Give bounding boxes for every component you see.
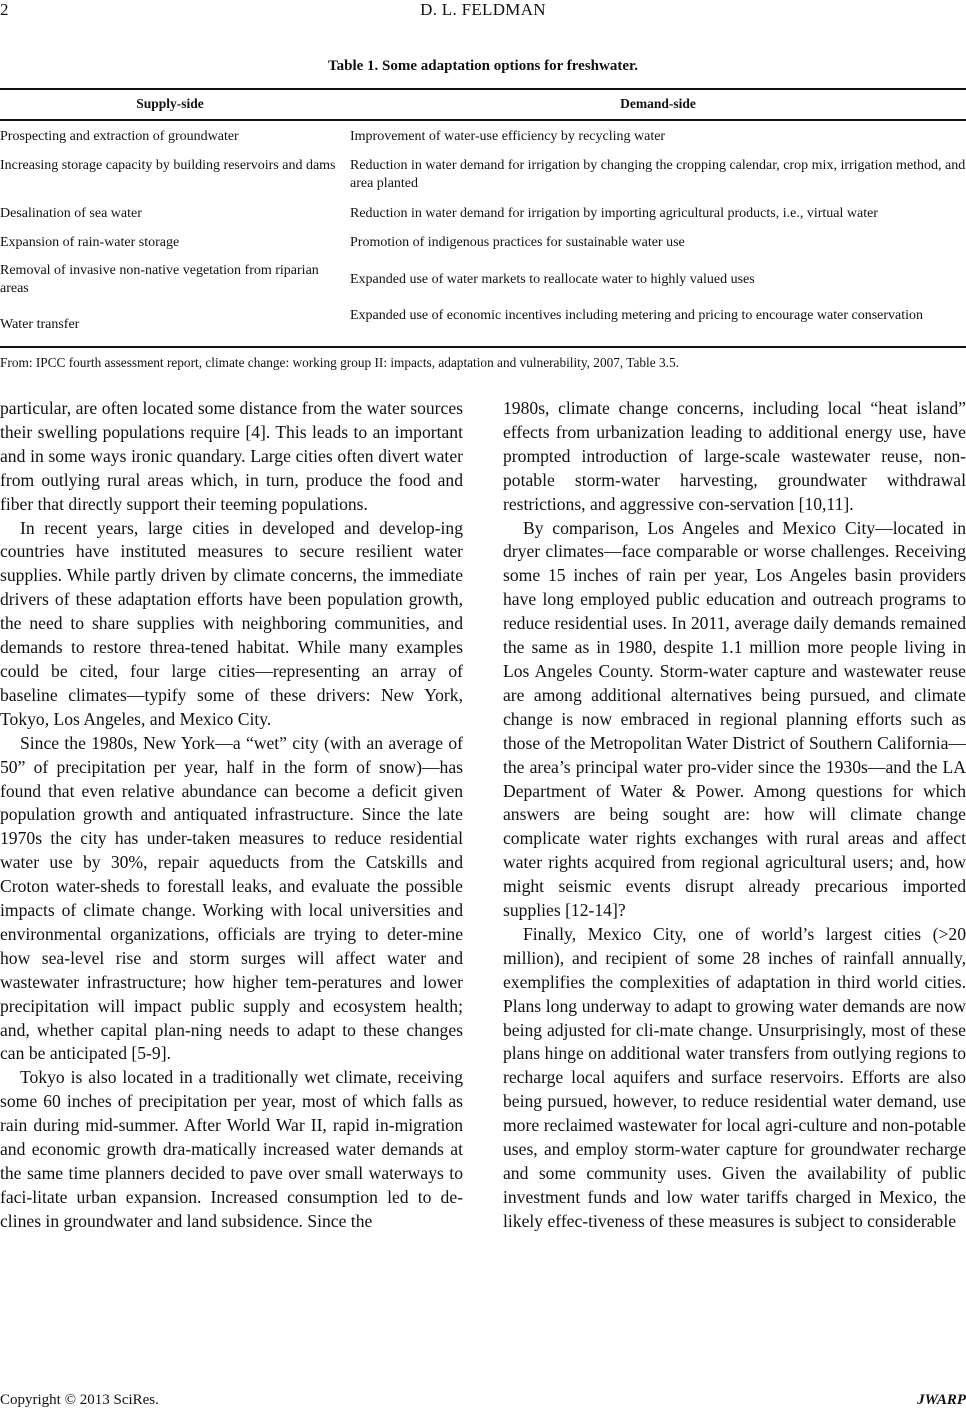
- table-caption: Table 1. Some adaptation options for freshwater.: [327, 58, 639, 74]
- table-header-rule: [0, 119, 966, 121]
- column-header-supply: Supply-side: [136, 96, 204, 111]
- demand-cell: Expanded use of economic incentives including metering and pricing to encourage water conservation: [350, 308, 924, 323]
- table-footnote: From: IPCC fourth assessment report, climate change: working group II: impacts, adaptation and vulnerability, 2007, Table 3.5.: [0, 355, 679, 370]
- running-head: [0, 0, 966, 24]
- supply-cell: Prospecting and extraction of groundwater: [0, 129, 239, 144]
- table-bottom-rule: [0, 346, 966, 348]
- paragraph: By comparison, Los Angeles and Mexico City—located in dryer climates—face comparable or worse challenges. Receiving some 15 inches of rain per year, Los Angeles basin providers have long employed public education and outreach programs to reduce residential uses. In 2011, average daily demands remained the same as in 1980, despite 1.1 million more people living in Los Angeles County. Storm-water capture and wastewater reuse are among additional alternatives being pursued, and climate change is now embraced in regional planning efforts such as those of the Metropolitan Water District of Southern California—the area’s principal water pro-vider since the 1930s—and the LA Department of Water & Power. Among questions for which answers are being sought are: how will climate change complicate water rights exchanges with rural areas and affect water rights acquired from regional agricultural users; and, how might seismic events disrupt already precarious imported supplies [12-14]?: [503, 517, 966, 921]
- paragraph: Tokyo is also located in a traditionally wet climate, receiving some 60 inches of precipitation per year, most of which falls as rain during mid-summer. After World War II, rapid in-migration and economic growth dra-matically increased water demands at the same time planners decided to pave over small waterways to faci-litate urban expansion. Increased consumption led to de-clines in groundwater and land subsidence. Since the: [0, 1067, 463, 1231]
- demand-cell: Reduction in water demand for irrigation by importing agricultural products, i.e., virtual water: [350, 206, 878, 221]
- right-column: [503, 397, 966, 1234]
- copyright-notice: Copyright © 2013 SciRes.: [0, 1392, 159, 1408]
- demand-cell: Expanded use of water markets to reallocate water to highly valued uses: [350, 272, 755, 287]
- running-author: D. L. FELDMAN: [420, 0, 546, 19]
- paragraph: particular, are often located some distance from the water sources their swelling populations require [4]. This leads to an important and in some ways ironic quandary. Large cities often divert water from outlying rural areas which, in turn, produce the food and fiber that directly support their teeming populations.: [0, 398, 463, 514]
- demand-cell: Promotion of indigenous practices for sustainable water use: [350, 235, 685, 250]
- table-top-rule: [0, 88, 966, 90]
- paragraph: In recent years, large cities in developed and develop-ing countries have instituted measures to secure resilient water supplies. While partly driven by climate concerns, the immediate drivers of these adaptation efforts have been population growth, the need to share supplies with neighboring communities, and demands to restore threa-tened habitat. While many examples could be cited, four large cities—representing an array of baseline climates—typify some of these drivers: New York, Tokyo, Los Angeles, and Mexico City.: [0, 517, 463, 729]
- supply-cell: Water transfer: [0, 317, 80, 332]
- demand-cell: Improvement of water-use efficiency by recycling water: [350, 129, 666, 144]
- paragraph: 1980s, climate change concerns, including local “heat island” effects from urbanization leading to additional energy use, have prompted introduction of large-scale wastewater reuse, non-potable storm-water harvesting, groundwater withdrawal restrictions, and aggressive con-servation [10,11].: [503, 398, 966, 514]
- left-column: [0, 397, 463, 1234]
- supply-cell: Expansion of rain-water storage: [0, 235, 180, 250]
- paragraph: Finally, Mexico City, one of world’s largest cities (>20 million), and recipient of some 28 inches of rainfall annually, exemplifies the complexities of adaptation in third world cities. Plans long underway to adapt to growing water demands are now being adjusted for cli-mate change. Unsurprisingly, most of these plans hinge on additional water transfers from outlying regions to recharge local aquifers and surface reservoirs. Efforts are also being pursued, however, to reduce residential water demand, use more reclaimed wastewater for local agri-culture and non-potable uses, and employ storm-water capture for groundwater recharge and some community uses. Given the availability of public investment funds and low water tariffs charged in Mexico, the likely effec-tiveness of these measures is subject to considerable: [503, 923, 966, 1231]
- column-header-demand: Demand-side: [620, 96, 696, 111]
- supply-cell: Removal of invasive non-native vegetation from riparian areas: [0, 263, 319, 296]
- journal-abbreviation: JWARP: [917, 1392, 966, 1408]
- page-number: 2: [0, 0, 9, 19]
- paragraph: Since the 1980s, New York—a “wet” city (with an average of 50” of precipitation per year, half in the form of snow)—has found that even relative abundance can become a deficit given population growth and antiquated infrastructure. Since the late 1970s the city has under-taken measures to reduce residential water use by 30%, repair aqueducts from the Catskills and Croton water-sheds to forestall leaks, and evaluate the possible impacts of climate change. Working with local universities and environmental organizations, officials are trying to deter-mine how sea-level rise and storm surges will affect water and wastewater infrastructure; how higher tem-peratures and lower precipitation will impact public supply and ecosystem health; and, whether capital plan-ning needs to adapt to these changes can be anticipated [5-9].: [0, 732, 463, 1064]
- demand-cell: Reduction in water demand for irrigation by changing the cropping calendar, crop mix, irrigation method, and area planted: [350, 158, 966, 191]
- supply-cell: Increasing storage capacity by building reservoirs and dams: [0, 158, 336, 173]
- supply-cell: Desalination of sea water: [0, 206, 142, 221]
